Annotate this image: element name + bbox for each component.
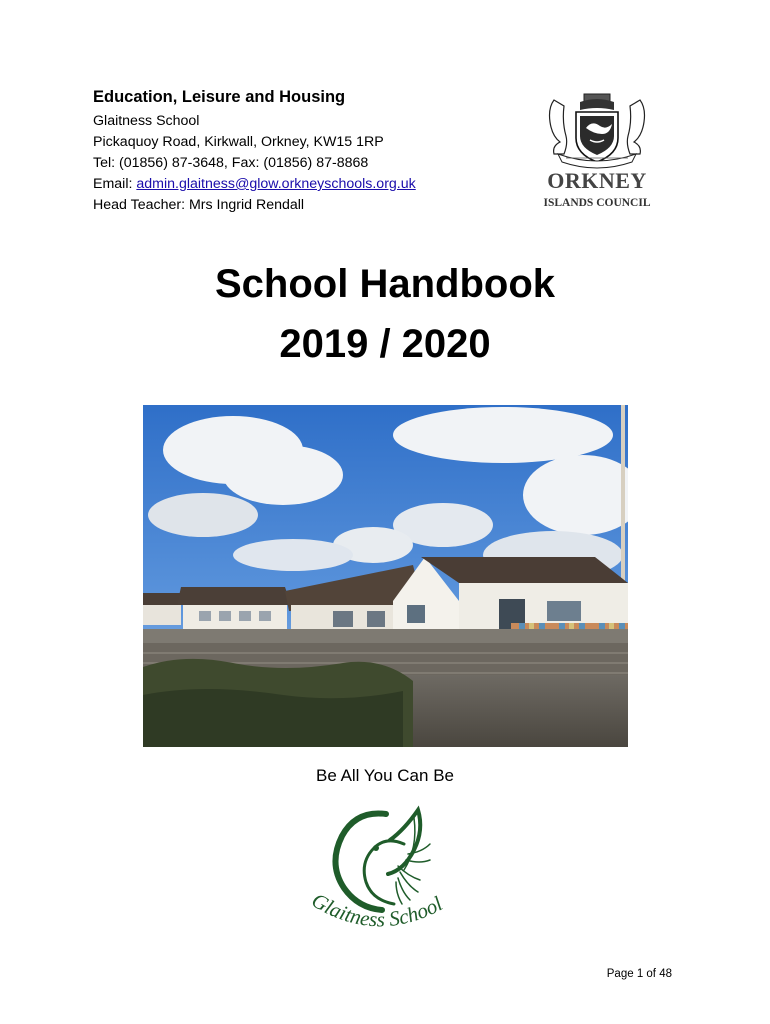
school-name: Glaitness School	[93, 113, 200, 129]
glaitness-school-emblem-icon	[335, 810, 430, 910]
department-heading: Education, Leisure and Housing	[93, 88, 346, 106]
school-building-photo	[143, 405, 628, 747]
school-logo-text: Glaitness School	[307, 887, 447, 932]
email-link[interactable]: admin.glaitness@glow.orkneyschools.org.uk	[136, 176, 416, 192]
handbook-year: 2019 / 2020	[279, 322, 491, 366]
school-address: Pickaquoy Road, Kirkwall, Orkney, KW15 1RP	[93, 134, 384, 150]
email-label: Email:	[93, 176, 137, 192]
header-address-block	[93, 88, 416, 216]
phone-fax: Tel: (01856) 87-3648, Fax: (01856) 87-8868	[93, 155, 369, 171]
email-line	[93, 174, 416, 195]
school-motto: Be All You Can Be	[315, 766, 454, 785]
glaitness-school-emblem	[298, 800, 478, 950]
coat-of-arms-icon	[550, 94, 645, 168]
head-teacher: Head Teacher: Mrs Ingrid Rendall	[93, 197, 305, 213]
orkney-council-logo	[532, 88, 662, 210]
council-name-line1: ORKNEY	[547, 168, 647, 193]
handbook-title: School Handbook	[215, 262, 555, 306]
page-number: Page 1 of 48	[606, 968, 672, 980]
council-name-line2: ISLANDS COUNCIL	[543, 197, 651, 209]
